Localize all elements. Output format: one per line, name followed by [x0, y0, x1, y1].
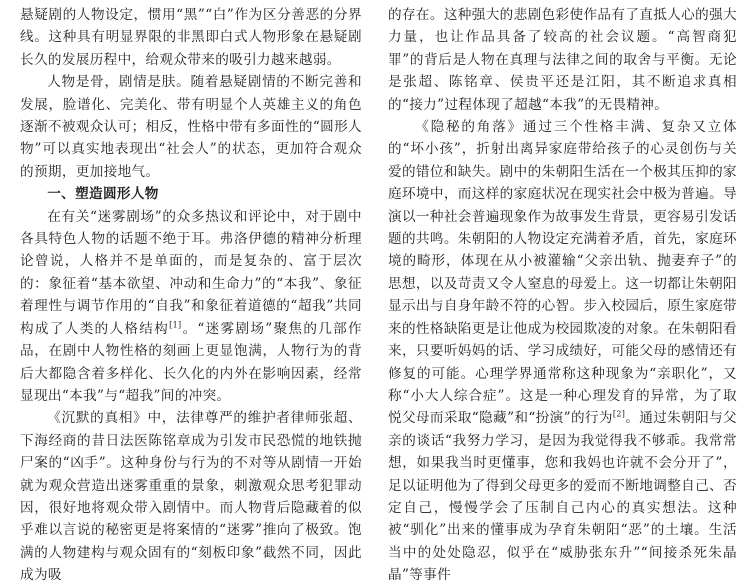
footnote-ref-1[interactable]: [1] [169, 320, 182, 330]
paragraph-freud-theory [20, 206, 362, 408]
footnote-ref-2[interactable]: [2] [612, 409, 626, 419]
paragraph-text: 。“迷雾剧场”聚焦的几部作品，在剧中人物性格的刻画上更显饱满，人物行为的背后大都隐含着多样化、长久化的内外在影响因素，经常显现出“本我”与“超我”间的冲突。 [20, 320, 363, 404]
left-column [20, 4, 363, 584]
paragraph-silent-truth: 《沉默的真相》中，法律尊严的维护者律师张超、下海经商的昔日法医陈铭章成为引发市民恐慌的地铁抛尸案的“凶手”。这种身份与行为的不对等从剧情一开始就为观众营造出迷雾重重的景象，刺激观众思考犯罪动因，很好地将观众带入剧情中。而人物背后隐藏着的似乎难以言说的秘密更是将案情的“迷雾”推向了极致。饱满的人物建构与观众固有的“刻板印象”截然不同，因此成为吸 [20, 410, 362, 584]
paragraph-suspense-characters: 悬疑剧的人物设定，惯用“黑”“白”作为区分善恶的分界线。这种具有明显界限的非黑即白式人物形象在悬疑剧长久的发展历程中，给观众带来的吸引力越来越弱。 [20, 7, 362, 68]
section-heading: 一、塑造圆形人物 [47, 186, 159, 203]
paragraph-round-characters-intro: 人物是骨，剧情是肤。随着悬疑剧情的不断完善和发展，脸谱化、完美化、带有明显个人英雄主义的角色逐渐不被观众认可；相反，性格中带有多面性的“圆形人物”可以真实地表现出“社会人”的状态，更加符合观众的预期，更加接地气。 [20, 74, 362, 180]
paragraph-tragic-power: 的存在。这种强大的悲剧色彩使作品有了直抵人心的强大力量，也让作品具备了较高的社会议题。“高智商犯罪”的背后是人物在真理与法律之间的取舍与平衡。无论是张超、陈铭章、侯贵平还是江阳，其不断追求真相的“接力”过程体现了超越“本我”的无畏精神。 [388, 7, 737, 113]
paragraph-text: 。通过朱朝阳与父亲的谈话“我努力学习，是因为我觉得我不够乖。我常常想，如果我当时更懂事，您和我妈也许就不会分开了”，足以证明他为了得到父母更多的爱而不断地调整自己、否定自己，慢慢学会了压制自己内心的真实想法。这种被“驯化”出来的懂事成为孕育朱朝阳“恶”的土壤。生活当中的处处隐忍，似乎在“威胁张东升”“间接杀死朱晶晶”等事件 [388, 410, 737, 584]
paragraph-text: 在有关“迷雾剧场”的众多热议和评论中，对于剧中各具特色人物的话题不绝于耳。弗洛伊德的精神分析理论曾说，人格并不是单面的，而是复杂的、富于层次的：象征着“基本欲望、冲动和生命力”的“本我”、象征着理性与调节作用的“自我”和象征着道德的“超我”共同构成了人类的人格结构 [20, 208, 362, 337]
paragraph-text: 《隐秘的角落》通过三个性格丰满、复杂又立体的“坏小孩”，折射出离异家庭带给孩子的心灵创伤与关爱的错位和缺失。剧中的朱朝阳生活在一个极其压抑的家庭环境中，而这样的家庭状况在现实社会中极为普遍。导演以一种社会普遍现象作为故事发生背景，更容易引发话题的共鸣。朱朝阳的人物设定充满着矛盾，首先，家庭环境的畸形，体现在从小被灌输“父亲出轨、抛妻弃子”的思想，以及苛责又令人窒息的母爱上。这一切都让朱朝阳显示出与自身年龄不符的心智。步入校园后，原生家庭带来的性格缺陷更是让他成为校园欺凌的对象。在朱朝阳看来，只要听妈妈的话、学习成绩好，可能父母的感情还有修复的可能。心理学界通常称这种现象为“亲职化”，又称“小大人综合症”。这是一种心理发育的异常，为了取悦父母而采取“隐藏”和“扮演”的行为 [388, 119, 737, 427]
right-column [388, 4, 737, 584]
paragraph-hidden-corner [388, 116, 737, 587]
